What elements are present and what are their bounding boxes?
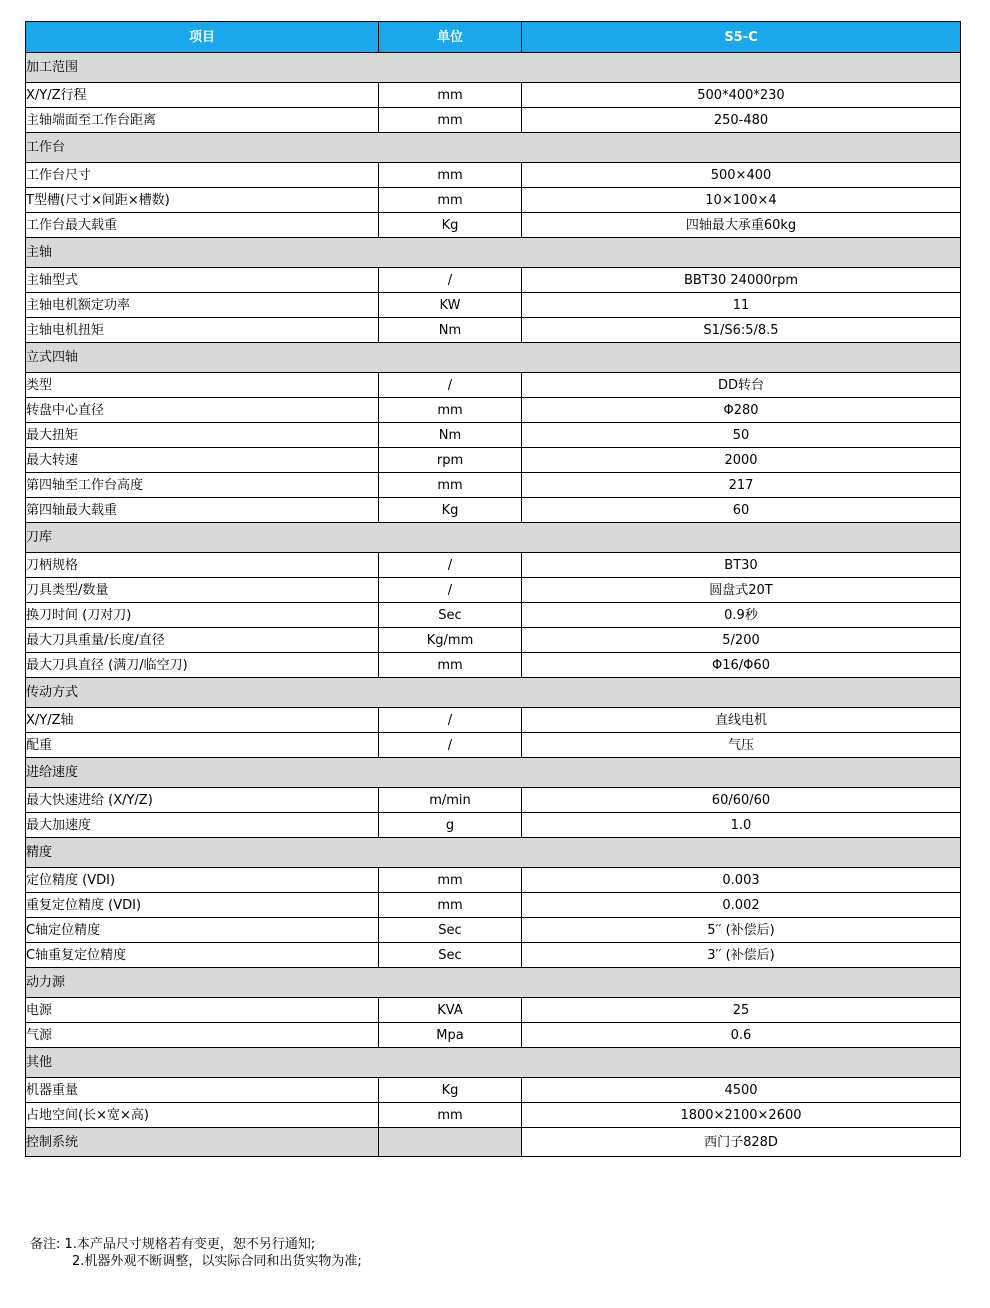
spec-item: 刀柄规格 (26, 553, 379, 578)
table-row (26, 553, 961, 578)
table-row (26, 578, 961, 603)
spec-value: Φ280 (522, 398, 961, 423)
section-title: 刀库 (26, 523, 961, 553)
spec-value: BBT30 24000rpm (522, 268, 961, 293)
spec-item: C轴重复定位精度 (26, 943, 379, 968)
section-title: 精度 (26, 838, 961, 868)
section-header-row (26, 133, 961, 163)
section-header-row (26, 678, 961, 708)
table-header-row (26, 22, 961, 53)
spec-unit: / (379, 708, 522, 733)
spec-item: 换刀时间 (刀对刀) (26, 603, 379, 628)
table-row (26, 448, 961, 473)
spec-value: 四轴最大承重60kg (522, 213, 961, 238)
spec-item: 最大刀具直径 (满刀/临空刀) (26, 653, 379, 678)
spec-value: 1.0 (522, 813, 961, 838)
spec-value: 217 (522, 473, 961, 498)
spec-value: 60 (522, 498, 961, 523)
spec-item: X/Y/Z行程 (26, 83, 379, 108)
header-item: 项目 (26, 22, 379, 53)
spec-unit: mm (379, 163, 522, 188)
table-row (26, 83, 961, 108)
table-row (26, 788, 961, 813)
spec-unit: g (379, 813, 522, 838)
table-row (26, 423, 961, 448)
spec-value: 11 (522, 293, 961, 318)
section-title: 主轴 (26, 238, 961, 268)
spec-value: 10×100×4 (522, 188, 961, 213)
spec-value: 250-480 (522, 108, 961, 133)
spec-value: Φ16/Φ60 (522, 653, 961, 678)
spec-value: 500×400 (522, 163, 961, 188)
section-title: 动力源 (26, 968, 961, 998)
table-row (26, 318, 961, 343)
footnote (30, 1236, 362, 1270)
section-title: 传动方式 (26, 678, 961, 708)
section-title: 其他 (26, 1048, 961, 1078)
spec-unit: m/min (379, 788, 522, 813)
table-row (26, 943, 961, 968)
section-title: 进给速度 (26, 758, 961, 788)
spec-item: 类型 (26, 373, 379, 398)
spec-unit: Sec (379, 943, 522, 968)
spec-unit: KVA (379, 998, 522, 1023)
table-row (26, 603, 961, 628)
spec-unit: mm (379, 653, 522, 678)
spec-value: 2000 (522, 448, 961, 473)
table-row (26, 213, 961, 238)
section-header-row (26, 968, 961, 998)
spec-unit: mm (379, 398, 522, 423)
spec-unit: Kg (379, 213, 522, 238)
spec-item: 最大刀具重量/长度/直径 (26, 628, 379, 653)
spec-unit: mm (379, 188, 522, 213)
header-model: S5-C (522, 22, 961, 53)
spec-body (26, 53, 961, 1157)
spec-unit: mm (379, 473, 522, 498)
spec-value: 60/60/60 (522, 788, 961, 813)
spec-unit: KW (379, 293, 522, 318)
table-row (26, 708, 961, 733)
spec-item: 转盘中心直径 (26, 398, 379, 423)
spec-item: 占地空间(长×宽×高) (26, 1103, 379, 1128)
spec-value: 5/200 (522, 628, 961, 653)
table-row (26, 733, 961, 758)
spec-unit: / (379, 553, 522, 578)
spec-item: 最大转速 (26, 448, 379, 473)
section-header-row (26, 343, 961, 373)
spec-unit: / (379, 268, 522, 293)
spec-unit: / (379, 578, 522, 603)
spec-unit: mm (379, 83, 522, 108)
spec-item: 最大扭矩 (26, 423, 379, 448)
section-header-row (26, 1048, 961, 1078)
table-row (26, 268, 961, 293)
spec-item: 主轴型式 (26, 268, 379, 293)
spec-value: 3′′ (补偿后) (522, 943, 961, 968)
spec-unit: mm (379, 868, 522, 893)
spec-item: 第四轴至工作台高度 (26, 473, 379, 498)
spec-value: 5′′ (补偿后) (522, 918, 961, 943)
spec-value: 1800×2100×2600 (522, 1103, 961, 1128)
spec-value: 4500 (522, 1078, 961, 1103)
spec-item: 刀具类型/数量 (26, 578, 379, 603)
table-row (26, 918, 961, 943)
table-row (26, 163, 961, 188)
table-row (26, 893, 961, 918)
spec-unit: Nm (379, 318, 522, 343)
spec-unit: / (379, 373, 522, 398)
spec-unit: Kg (379, 1078, 522, 1103)
spec-unit: Sec (379, 603, 522, 628)
spec-item: 工作台最大载重 (26, 213, 379, 238)
spec-value: 0.9秒 (522, 603, 961, 628)
spec-unit: mm (379, 893, 522, 918)
section-header-row (26, 523, 961, 553)
spec-value: 25 (522, 998, 961, 1023)
table-row (26, 398, 961, 423)
table-row (26, 1078, 961, 1103)
spec-item: 第四轴最大载重 (26, 498, 379, 523)
spec-table (25, 21, 961, 1157)
footnote-line-2: 2.机器外观不断调整，以实际合同和出货实物为准; (72, 1254, 362, 1269)
section-title: 立式四轴 (26, 343, 961, 373)
spec-item: 最大快速进给 (X/Y/Z) (26, 788, 379, 813)
spec-item: 主轴电机扭矩 (26, 318, 379, 343)
spec-unit: Kg/mm (379, 628, 522, 653)
spec-unit: Mpa (379, 1023, 522, 1048)
header-unit: 单位 (379, 22, 522, 53)
table-row (26, 998, 961, 1023)
spec-item: 定位精度 (VDI) (26, 868, 379, 893)
table-row (26, 188, 961, 213)
spec-unit: / (379, 733, 522, 758)
spec-unit: Kg (379, 498, 522, 523)
control-system-label: 控制系统 (26, 1128, 379, 1157)
section-title: 加工范围 (26, 53, 961, 83)
section-header-row (26, 238, 961, 268)
spec-value: 0.003 (522, 868, 961, 893)
table-row (26, 628, 961, 653)
spec-value: 0.6 (522, 1023, 961, 1048)
control-system-row (26, 1128, 961, 1157)
spec-item: 电源 (26, 998, 379, 1023)
spec-value: 气压 (522, 733, 961, 758)
table-row (26, 868, 961, 893)
spec-unit: Nm (379, 423, 522, 448)
spec-value: 0.002 (522, 893, 961, 918)
table-row (26, 1103, 961, 1128)
spec-item: 机器重量 (26, 1078, 379, 1103)
spec-value: 圆盘式20T (522, 578, 961, 603)
spec-unit: mm (379, 1103, 522, 1128)
spec-item: 主轴端面至工作台距离 (26, 108, 379, 133)
table-row (26, 373, 961, 398)
footnote-line-1: 备注: 1.本产品尺寸规格若有变更，恕不另行通知; (30, 1237, 316, 1252)
spec-item: 重复定位精度 (VDI) (26, 893, 379, 918)
section-header-row (26, 838, 961, 868)
table-row (26, 813, 961, 838)
table-row (26, 498, 961, 523)
spec-value: BT30 (522, 553, 961, 578)
table-row (26, 1023, 961, 1048)
control-system-unit (379, 1128, 522, 1157)
spec-item: T型槽(尺寸×间距×槽数) (26, 188, 379, 213)
control-system-value: 西门子828D (522, 1128, 961, 1157)
spec-value: 直线电机 (522, 708, 961, 733)
spec-unit: mm (379, 108, 522, 133)
spec-item: 气源 (26, 1023, 379, 1048)
spec-value: 50 (522, 423, 961, 448)
spec-item: 最大加速度 (26, 813, 379, 838)
table-row (26, 108, 961, 133)
spec-value: DD转台 (522, 373, 961, 398)
spec-value: S1/S6:5/8.5 (522, 318, 961, 343)
spec-unit: rpm (379, 448, 522, 473)
spec-item: 主轴电机额定功率 (26, 293, 379, 318)
table-row (26, 293, 961, 318)
table-row (26, 473, 961, 498)
spec-item: C轴定位精度 (26, 918, 379, 943)
spec-item: X/Y/Z轴 (26, 708, 379, 733)
table-row (26, 653, 961, 678)
spec-value: 500*400*230 (522, 83, 961, 108)
section-title: 工作台 (26, 133, 961, 163)
section-header-row (26, 53, 961, 83)
spec-item: 工作台尺寸 (26, 163, 379, 188)
section-header-row (26, 758, 961, 788)
spec-unit: Sec (379, 918, 522, 943)
spec-item: 配重 (26, 733, 379, 758)
